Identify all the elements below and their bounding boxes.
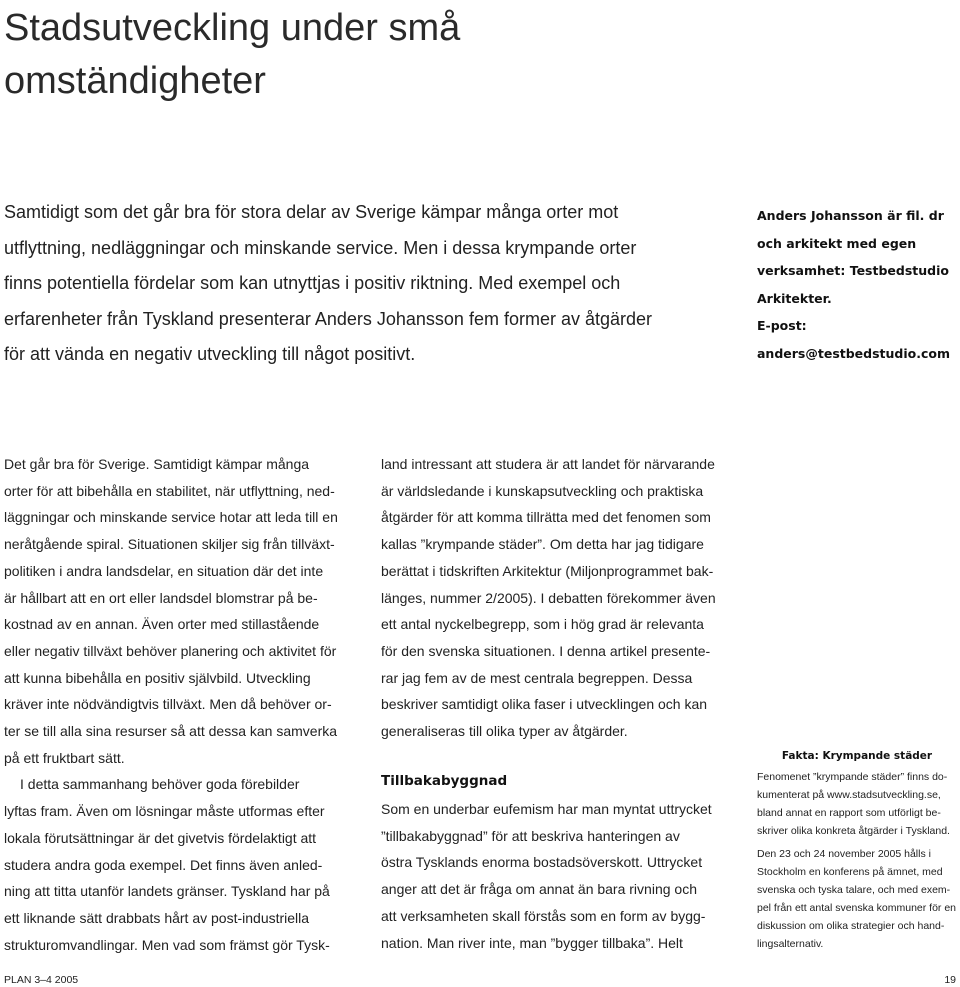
body-line: anger att det är fråga om annat än bara rivning och bbox=[381, 881, 697, 898]
fact-line: skriver olika konkreta åtgärder i Tyskland. bbox=[757, 825, 950, 837]
author-email: anders@testbedstudio.com bbox=[757, 345, 951, 361]
body-line: ter se till alla sina resurser så att dessa kan samverka bbox=[4, 723, 338, 740]
body-line: länges, nummer 2/2005). I debatten förekommer även bbox=[381, 589, 716, 606]
body-line: generaliseras till olika typer av åtgärder. bbox=[381, 723, 628, 740]
fact-box bbox=[757, 768, 957, 953]
ingress-line: för att vända en negativ utveckling till något positivt. bbox=[4, 344, 416, 364]
body-line: berättat i tidskriften Arkitektur (Miljonprogrammet bak- bbox=[381, 562, 714, 579]
body-line: kräver inte nödvändigtvis tillväxt. Men då behöver or- bbox=[4, 696, 332, 713]
body-line: nation. Man river inte, man ”bygger tillbaka”. Helt bbox=[381, 934, 683, 951]
body-line: ett liknande sätt drabbats hårt av post-industriella bbox=[4, 909, 310, 926]
body-line: för den svenska situationen. I denna artikel presente- bbox=[381, 642, 711, 659]
article-title bbox=[4, 2, 704, 108]
body-column-middle bbox=[381, 451, 751, 745]
body-line: att kunna bibehålla en positiv självbild. Utveckling bbox=[4, 669, 311, 686]
fact-line: pel från ett antal svenska kommuner för en bbox=[757, 902, 957, 914]
fact-line: diskussion om olika strategier och hand- bbox=[757, 920, 945, 932]
author-line: verksamhet: Testbedstudio bbox=[757, 263, 949, 278]
body-line: lyftas fram. Även om lösningar måste utformas efter bbox=[4, 803, 325, 820]
section-heading: Tillbakabyggnad bbox=[381, 773, 508, 789]
ingress-line: finns potentiella fördelar som kan utnyttjas i positiv riktning. Med exempel och bbox=[4, 273, 621, 293]
title-line: omständigheter bbox=[4, 60, 266, 102]
body-line: åtgärder för att komma tillrätta med det fenomen som bbox=[381, 509, 711, 526]
body-line: lokala förutsättningar är det givetvis fördelaktigt att bbox=[4, 829, 317, 846]
body-line: ning att titta utanför landets gränser. Tyskland har på bbox=[4, 883, 330, 900]
body-line: östra Tysklands enorma bostadsöverskott. Uttrycket bbox=[381, 854, 703, 871]
author-line: och arkitekt med egen bbox=[757, 235, 917, 251]
body-line: politiken i andra landsdelar, en situation där det inte bbox=[4, 562, 324, 579]
body-column-middle-section bbox=[381, 796, 751, 956]
body-line: ett antal nyckelbegrepp, som i hög grad är relevanta bbox=[381, 616, 704, 633]
fact-line: svenska och tyska talare, och med exem- bbox=[757, 884, 951, 896]
body-line: land intressant att studera är att landet för närvarande bbox=[381, 456, 715, 472]
ingress-line: utflyttning, nedläggningar och minskande service. Men i dessa krympande orter bbox=[4, 237, 637, 258]
ingress-line: Samtidigt som det går bra för stora delar av Sverige kämpar många orter mot bbox=[4, 202, 619, 222]
body-line: I detta sammanhang behöver goda förebilder bbox=[20, 776, 300, 793]
title-line: Stadsutveckling under små bbox=[4, 7, 461, 49]
body-line: kallas ”krympande städer”. Om detta har jag tidigare bbox=[381, 536, 704, 553]
fact-line: lingsalternativ. bbox=[757, 938, 824, 950]
footer-publication: PLAN 3–4 2005 bbox=[4, 974, 79, 986]
fact-line: Stockholm en konferens på ämnet, med bbox=[757, 866, 943, 878]
ingress-line: erfarenheter från Tyskland presenterar Anders Johansson fem former av åtgärder bbox=[4, 308, 653, 329]
fact-line: Fenomenet ”krympande städer” finns do- bbox=[757, 771, 948, 783]
fact-line: Den 23 och 24 november 2005 hålls i bbox=[757, 848, 931, 860]
article-ingress bbox=[4, 195, 704, 373]
fact-box-title: Fakta: Krympande städer bbox=[781, 750, 933, 762]
body-line: Det går bra för Sverige. Samtidigt kämpar många bbox=[4, 456, 310, 472]
author-line: Arkitekter. bbox=[757, 290, 832, 306]
author-bio bbox=[757, 202, 957, 367]
page-number: 19 bbox=[944, 974, 956, 986]
body-line: orter för att bibehålla en stabilitet, när utflyttning, ned- bbox=[4, 482, 335, 499]
body-line: studera andra goda exempel. Det finns även anled- bbox=[4, 856, 323, 873]
fact-line: kumenterat på www.stadsutveckling.se, bbox=[757, 789, 941, 801]
body-line: neråtgående spiral. Situationen skiljer sig från tillväxt- bbox=[4, 536, 335, 553]
body-line: att verksamheten skall förstås som en form av bygg- bbox=[381, 907, 706, 924]
body-line: eller negativ tillväxt behöver planering och aktivitet för bbox=[4, 642, 337, 659]
body-line: kostnad av en annan. Även orter med stillastående bbox=[4, 616, 320, 633]
author-line: E-post: bbox=[757, 318, 807, 333]
body-line: Som en underbar eufemism har man myntat uttrycket bbox=[381, 801, 712, 817]
fact-line: bland annat en rapport som utförligt be- bbox=[757, 807, 941, 819]
body-line: ”tillbakabyggnad” för att beskriva hanteringen av bbox=[381, 827, 680, 844]
author-line: Anders Johansson är fil. dr bbox=[757, 208, 944, 223]
body-line: läggningar och minskande service hotar att leda till en bbox=[4, 509, 338, 526]
body-line: beskriver samtidigt olika faser i utvecklingen och kan bbox=[381, 696, 708, 713]
body-line: strukturomvandlingar. Men vad som främst gör Tysk- bbox=[4, 936, 330, 953]
body-line: rar jag fem av de mest centrala begreppen. Dessa bbox=[381, 669, 693, 686]
body-line: är världsledande i kunskapsutveckling och praktiska bbox=[381, 482, 704, 499]
body-line: är hållbart att en ort eller landsdel blomstrar på be- bbox=[4, 589, 318, 606]
body-column-left bbox=[4, 451, 364, 958]
body-line: på ett fruktbart sätt. bbox=[4, 749, 125, 766]
